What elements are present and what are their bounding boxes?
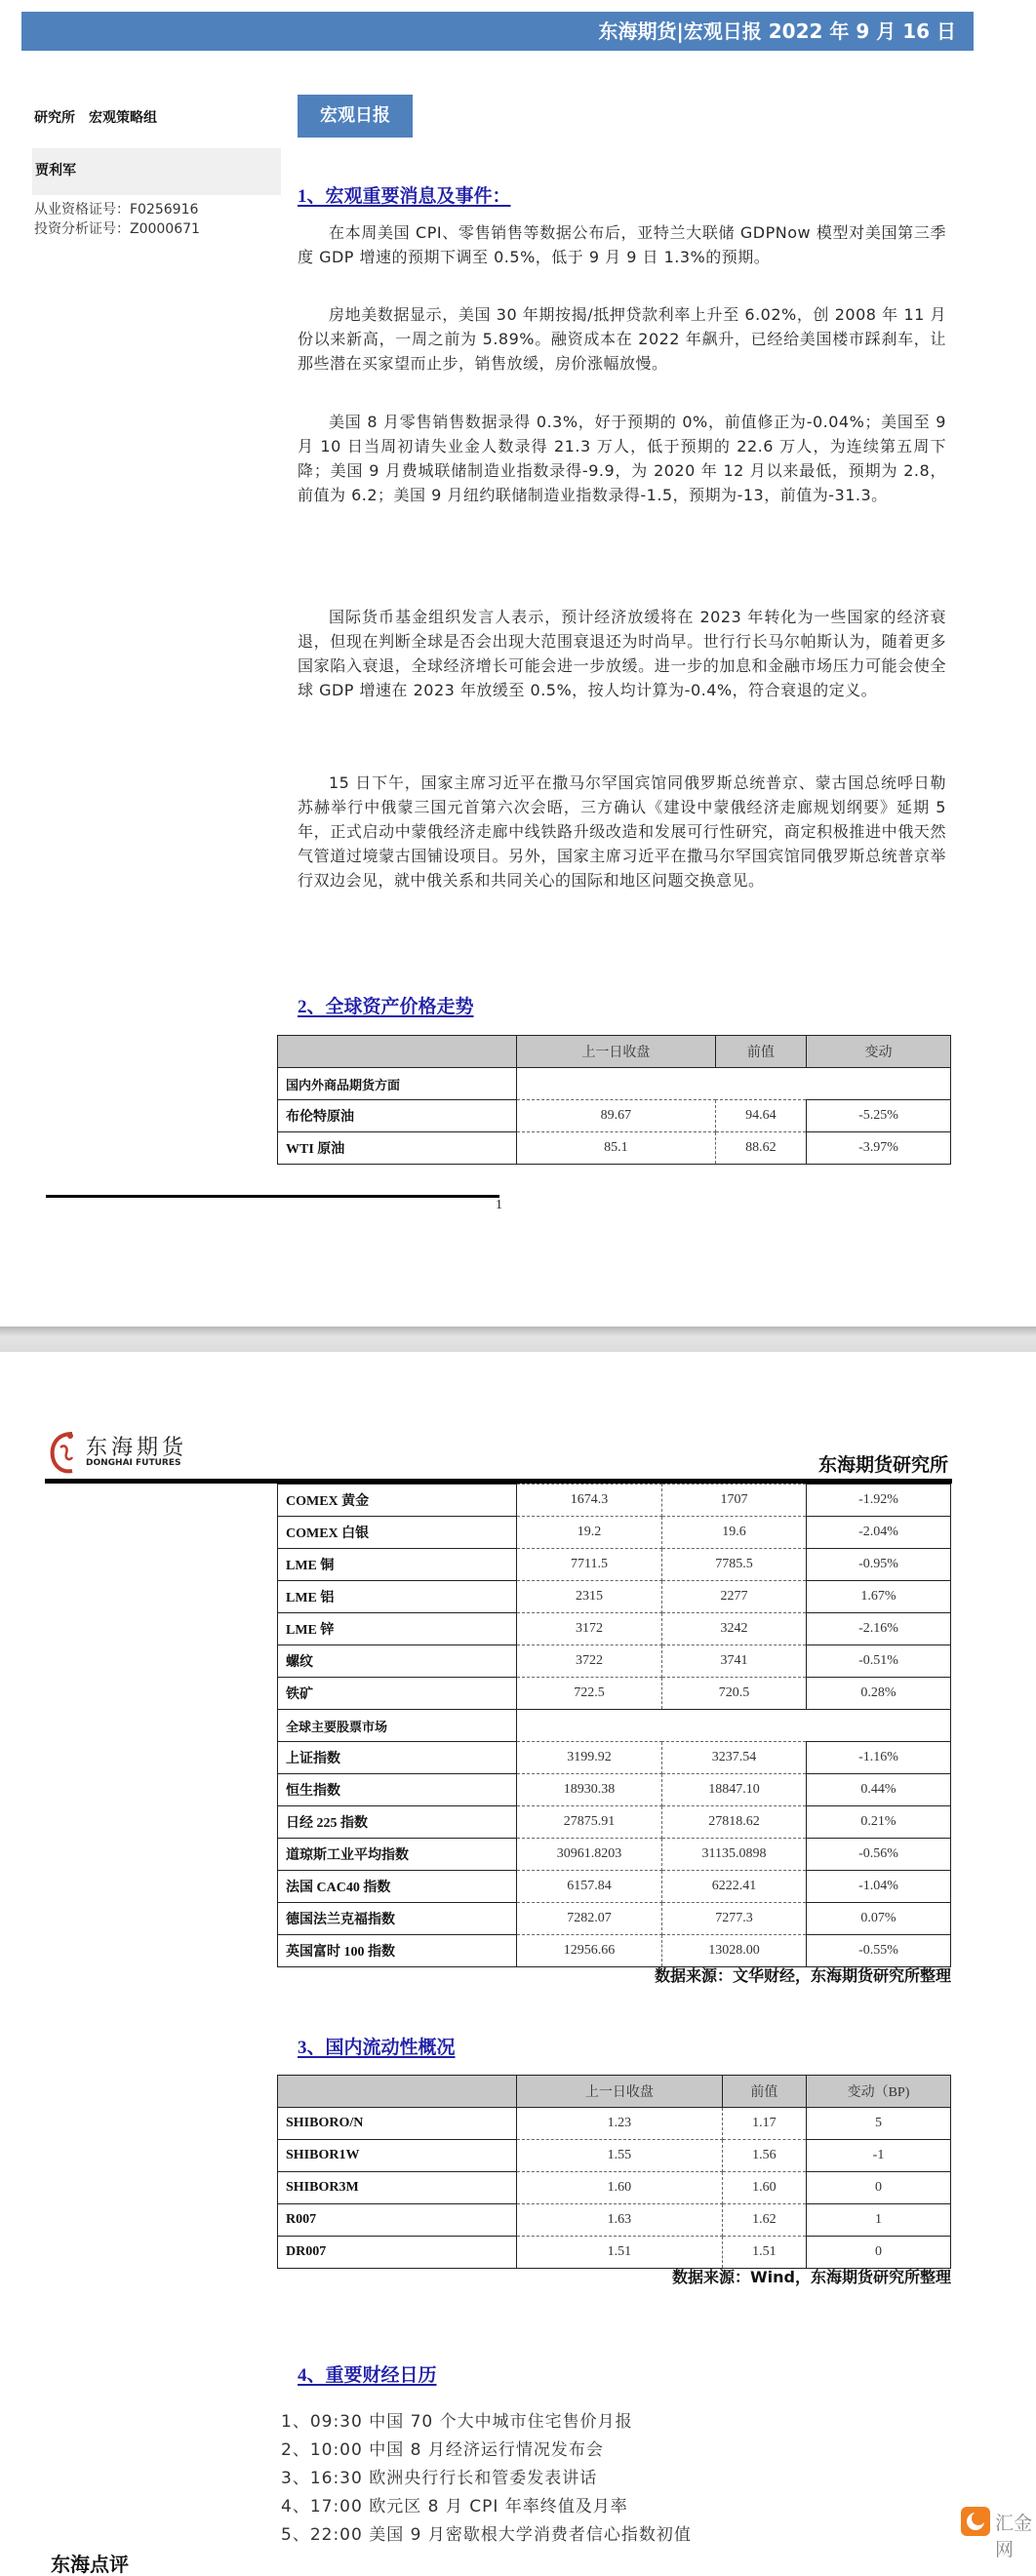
page-separator [0, 1327, 1036, 1352]
close-value: 1.63 [517, 2204, 723, 2237]
data-source-note: 数据来源：文华财经，东海期货研究所整理 [654, 1966, 951, 1985]
close-value: 89.67 [517, 1100, 716, 1132]
section-2-title: 2、全球资产价格走势 [298, 997, 474, 1017]
asset-name: 铁矿 [278, 1678, 517, 1710]
report-title: 东海期货|宏观日报 2022 年 9 月 16 日 [598, 20, 956, 43]
table-row [278, 1132, 951, 1165]
close-value: 3722 [517, 1645, 662, 1678]
close-value: 1674.3 [517, 1485, 662, 1517]
close-value: 7282.07 [517, 1903, 662, 1935]
table-row [278, 2172, 951, 2204]
close-value: 3172 [517, 1613, 662, 1645]
section-3-title: 3、国内流动性概况 [298, 2038, 456, 2058]
prev-value: 13028.00 [662, 1935, 807, 1967]
liquidity-table [277, 2075, 951, 2269]
table-row [278, 1549, 951, 1581]
asset-name: 布伦特原油 [278, 1100, 517, 1132]
asset-name: COMEX 黄金 [278, 1485, 517, 1517]
asset-price-table-p2 [277, 1484, 951, 1967]
close-value: 85.1 [517, 1132, 716, 1165]
rate-name: SHIBORO/N [278, 2108, 517, 2140]
table-row [278, 1935, 951, 1967]
institute-name: 东海期货研究所 [817, 1454, 948, 1476]
calendar-item: 2、10:00 中国 8 月经济运行情况发布会 [281, 2440, 604, 2460]
paragraph: 15 日下午，国家主席习近平在撒马尔罕国宾馆同俄罗斯总统普京、蒙古国总统呼日勒苏赫举行中俄蒙三国元首第六次会晤，三方确认《建设中蒙俄经济走廊规划纲要》延期 5 年，正式启动中蒙俄经济走廊中线铁路升级改造和发展可行性研究，商定积极推进中俄天然气管道过境蒙古国铺设项目。另外，国家主席习近平在撒马尔罕国宾馆同俄罗斯总统普京举行双边会见，就中俄关系和共同关心的国际和地区问题交换意见。 [298, 773, 946, 890]
change-value: -2.16% [807, 1613, 951, 1645]
asset-name: 恒生指数 [278, 1774, 517, 1806]
change-value: -0.51% [807, 1645, 951, 1678]
table-row [278, 1100, 951, 1132]
calendar-item: 3、16:30 欧洲央行行长和管委发表讲话 [281, 2469, 598, 2488]
table-row [278, 1903, 951, 1935]
close-value: 30961.8203 [517, 1839, 662, 1871]
close-value: 1.55 [517, 2140, 723, 2172]
watermark-text: 汇金网 [995, 2513, 1033, 2560]
logo-english-name: DONGHAI FUTURES [86, 1458, 181, 1468]
rate-name: SHIBOR1W [278, 2140, 517, 2172]
prev-value: 1.56 [722, 2140, 806, 2172]
table-row [278, 1774, 951, 1806]
prev-value: 18847.10 [662, 1774, 807, 1806]
rate-name: DR007 [278, 2237, 517, 2269]
watermark-logo-icon [961, 2507, 990, 2536]
close-value: 1.51 [517, 2237, 723, 2269]
asset-name: 道琼斯工业平均指数 [278, 1839, 517, 1871]
table-row [278, 1613, 951, 1645]
paragraph: 房地美数据显示，美国 30 年期按揭/抵押贷款利率上升至 6.02%，创 2008 年 11 月份以来新高，一周之前为 5.89%。融资成本在 2022 年飙升，已经给美国楼市踩刹车，让那些潜在买家望而止步，销售放缓，房价涨幅放慢。 [298, 305, 946, 373]
col-header: 变动（BP) [807, 2076, 951, 2108]
prev-value: 6222.41 [662, 1871, 807, 1903]
asset-name: COMEX 白银 [278, 1517, 517, 1549]
change-value: -1.92% [807, 1485, 951, 1517]
analysis-cert: 投资分析证号：Z0000671 [34, 221, 200, 237]
col-header: 上一日收盘 [517, 1036, 716, 1068]
col-header: 前值 [722, 2076, 806, 2108]
close-value: 7711.5 [517, 1549, 662, 1581]
change-value: 1.67% [807, 1581, 951, 1613]
close-value: 19.2 [517, 1517, 662, 1549]
prev-value: 2277 [662, 1581, 807, 1613]
prev-value: 7785.5 [662, 1549, 807, 1581]
close-value: 722.5 [517, 1678, 662, 1710]
table-header-row [278, 2076, 951, 2108]
change-value: 0 [807, 2172, 951, 2204]
asset-name: 德国法兰克福指数 [278, 1903, 517, 1935]
close-value: 12956.66 [517, 1935, 662, 1967]
change-value: -2.04% [807, 1517, 951, 1549]
asset-name: 英国富时 100 指数 [278, 1935, 517, 1967]
close-value: 2315 [517, 1581, 662, 1613]
prev-value: 1.62 [722, 2204, 806, 2237]
close-value: 1.60 [517, 2172, 723, 2204]
asset-name: 螺纹 [278, 1645, 517, 1678]
prev-value: 1.60 [722, 2172, 806, 2204]
change-value: -3.97% [807, 1132, 951, 1165]
asset-name: 法国 CAC40 指数 [278, 1871, 517, 1903]
prev-value: 94.64 [715, 1100, 806, 1132]
report-type-tag: 宏观日报 [298, 95, 413, 138]
close-value: 1.23 [517, 2108, 723, 2140]
data-source-note: 数据来源：Wind，东海期货研究所整理 [672, 2268, 951, 2286]
change-value: 0.21% [807, 1806, 951, 1839]
table-row [278, 1806, 951, 1839]
asset-name: 上证指数 [278, 1742, 517, 1774]
change-value: 5 [807, 2108, 951, 2140]
asset-name: 日经 225 指数 [278, 1806, 517, 1839]
cutoff-heading: 东海点评 [51, 2553, 129, 2576]
table-row [278, 1678, 951, 1710]
logo-chinese-name: 东海期货 [86, 1436, 188, 1460]
table-row [278, 1645, 951, 1678]
change-value: 0 [807, 2237, 951, 2269]
change-value: -0.95% [807, 1549, 951, 1581]
prev-value: 3237.54 [662, 1742, 807, 1774]
table-row [278, 2204, 951, 2237]
change-value: -1.16% [807, 1742, 951, 1774]
asset-name: LME 铜 [278, 1549, 517, 1581]
section-4-title: 4、重要财经日历 [298, 2365, 437, 2386]
prev-value: 1.51 [722, 2237, 806, 2269]
analyst-name: 贾利军 [32, 148, 281, 195]
category-label: 全球主要股票市场 [278, 1710, 517, 1742]
table-row [278, 2108, 951, 2140]
prev-value: 3242 [662, 1613, 807, 1645]
asset-name: LME 铝 [278, 1581, 517, 1613]
prev-value: 31135.0898 [662, 1839, 807, 1871]
calendar-item: 1、09:30 中国 70 个大中城市住宅售价月报 [281, 2412, 633, 2432]
col-header: 上一日收盘 [517, 2076, 723, 2108]
prev-value: 1.17 [722, 2108, 806, 2140]
donghai-dragon-logo-icon [47, 1430, 82, 1475]
asset-price-table-p1 [277, 1035, 951, 1165]
paragraph: 在本周美国 CPI、零售销售等数据公布后，亚特兰大联储 GDPNow 模型对美国第三季度 GDP 增速的预期下调至 0.5%，低于 9 月 9 日 1.3%的预期。 [298, 223, 946, 266]
close-value: 18930.38 [517, 1774, 662, 1806]
change-value: 0.44% [807, 1774, 951, 1806]
change-value: -5.25% [807, 1100, 951, 1132]
prev-value: 3741 [662, 1645, 807, 1678]
asset-name: LME 锌 [278, 1613, 517, 1645]
change-value: 0.07% [807, 1903, 951, 1935]
category-label: 国内外商品期货方面 [278, 1068, 517, 1100]
calendar-item: 4、17:00 欧元区 8 月 CPI 年率终值及月率 [281, 2497, 628, 2517]
rate-name: R007 [278, 2204, 517, 2237]
category-fill [517, 1068, 951, 1100]
change-value: 0.28% [807, 1678, 951, 1710]
table-row [278, 1485, 951, 1517]
table-category-row [278, 1068, 951, 1100]
table-row [278, 2237, 951, 2269]
asset-name: WTI 原油 [278, 1132, 517, 1165]
col-header [278, 2076, 517, 2108]
table-category-row [278, 1710, 951, 1742]
change-value: 1 [807, 2204, 951, 2237]
table-row [278, 1742, 951, 1774]
close-value: 6157.84 [517, 1871, 662, 1903]
prev-value: 27818.62 [662, 1806, 807, 1839]
paragraph: 国际货币基金组织发言人表示，预计经济放缓将在 2023 年转化为一些国家的经济衰退，但现在判断全球是否会出现大范围衰退还为时尚早。世行行长马尔帕斯认为，随着更多国家陷入衰退，全球经济增长可能会进一步放缓。进一步的加息和金融市场压力可能会使全球 GDP 增速在 2023 年放缓至 0.5%，按人均计算为-0.4%，符合衰退的定义。 [298, 608, 946, 699]
close-value: 27875.91 [517, 1806, 662, 1839]
report-header-band [21, 12, 974, 51]
change-value: -1.04% [807, 1871, 951, 1903]
section-1-title: 1、宏观重要消息及事件： [298, 186, 511, 207]
change-value: -1 [807, 2140, 951, 2172]
table-row [278, 2140, 951, 2172]
rate-name: SHIBOR3M [278, 2172, 517, 2204]
category-fill [517, 1710, 951, 1742]
prev-value: 7277.3 [662, 1903, 807, 1935]
prev-value: 88.62 [715, 1132, 806, 1165]
qualification-cert: 从业资格证号：F0256916 [34, 202, 199, 218]
footer-rule [46, 1195, 499, 1198]
prev-value: 19.6 [662, 1517, 807, 1549]
change-value: -0.56% [807, 1839, 951, 1871]
col-header [278, 1036, 517, 1068]
table-header-row [278, 1036, 951, 1068]
change-value: -0.55% [807, 1935, 951, 1967]
table-row [278, 1839, 951, 1871]
calendar-item: 5、22:00 美国 9 月密歇根大学消费者信心指数初值 [281, 2525, 692, 2545]
prev-value: 1707 [662, 1485, 807, 1517]
page-number: 1 [496, 1198, 502, 1212]
col-header: 前值 [715, 1036, 806, 1068]
table-row [278, 1871, 951, 1903]
table-row [278, 1517, 951, 1549]
col-header: 变动 [807, 1036, 951, 1068]
research-group: 研究所 宏观策略组 [34, 110, 157, 126]
table-row [278, 1581, 951, 1613]
paragraph: 美国 8 月零售销售数据录得 0.3%，好于预期的 0%，前值修正为-0.04%；美国至 9 月 10 日当周初请失业金人数录得 21.3 万人，低于预期的 22.6 万人，为连续第五周下降；美国 9 月费城联储制造业指数录得-9.9，为 2020 年 12 月以来最低，预期为 2.8，前值为 6.2；美国 9 月纽约联储制造业指数录得-1.5，预期为-13，前值为-31.3。 [298, 413, 946, 504]
close-value: 3199.92 [517, 1742, 662, 1774]
prev-value: 720.5 [662, 1678, 807, 1710]
